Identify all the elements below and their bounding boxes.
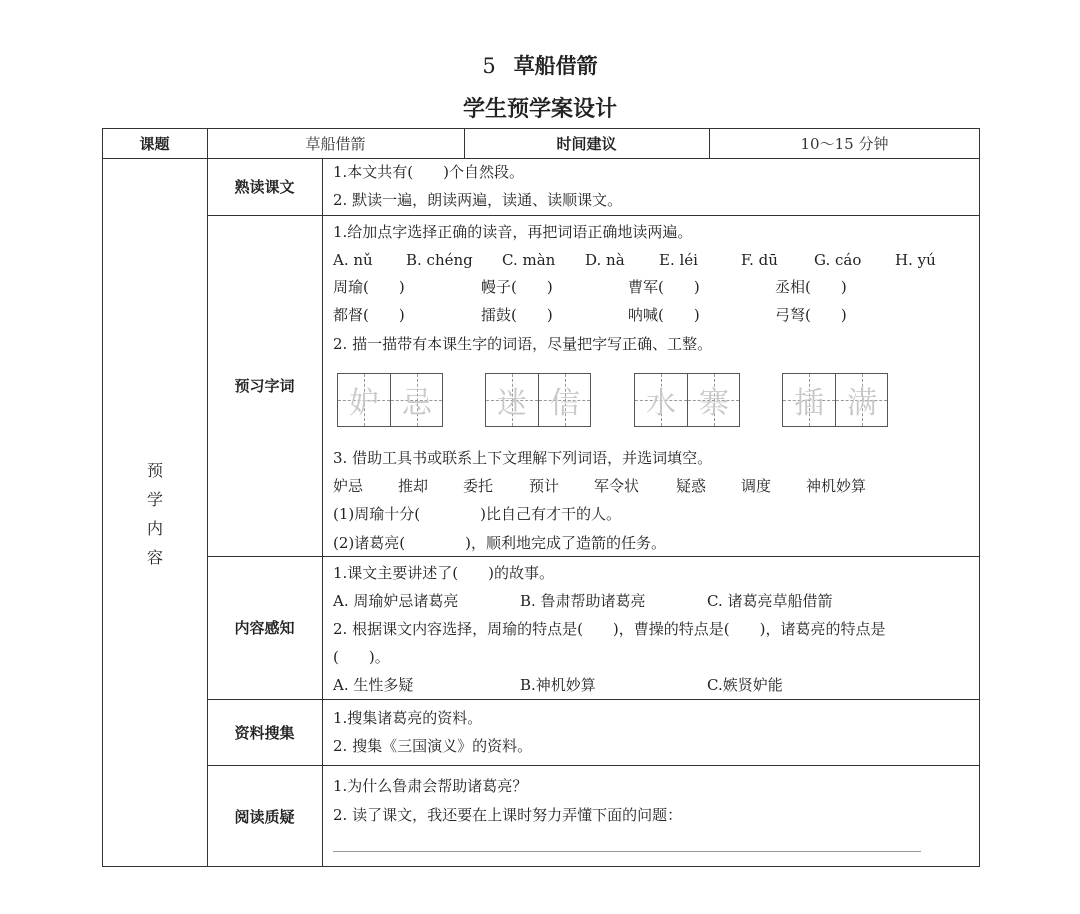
lesson-title	[0, 50, 1080, 80]
topic-label: 课题	[139, 135, 170, 153]
section-char: 容	[146, 548, 163, 567]
neirong-q2-option: A. 生性多疑	[333, 676, 414, 694]
shudu-line-2: 2. 默读一遍，朗读两遍，读通、读顺课文。	[333, 191, 623, 209]
yuxi-q2: 2. 描一描带有本课生字的词语，尽量把字写正确、工整。	[333, 335, 713, 353]
trace-char: 寨	[699, 386, 729, 421]
word-blank: 擂鼓( )	[481, 306, 553, 324]
table-rule	[207, 215, 980, 216]
word-blank: 丞相( )	[775, 278, 847, 296]
pinyin-option: A. nǔ	[333, 251, 373, 269]
word-blank: 幔子( )	[481, 278, 553, 296]
row-label-yuxi: 预习字词	[234, 377, 295, 395]
neirong-q2-option: C.嫉贤妒能	[707, 676, 783, 694]
row-label-shudu: 熟读课文	[234, 178, 295, 196]
vocab-word: 神机妙算	[806, 477, 867, 495]
neirong-q2-option: B.神机妙算	[520, 676, 596, 694]
neirong-q2-line2: ( )。	[333, 648, 390, 666]
tracing-grid-4[interactable]	[782, 373, 888, 427]
time-value: 10～15 分钟	[800, 135, 889, 153]
row-label-neirong: 内容感知	[234, 619, 295, 637]
time-label: 时间建议	[556, 135, 617, 153]
trace-char: 水	[646, 386, 676, 421]
trace-char: 信	[550, 386, 580, 421]
vocab-word: 调度	[741, 477, 772, 495]
tracing-grid-3[interactable]	[634, 373, 740, 427]
word-blank: 呐喊( )	[628, 306, 700, 324]
trace-char: 插	[794, 386, 824, 421]
section-char: 内	[146, 519, 163, 538]
yuedu-line-1: 1.为什么鲁肃会帮助诸葛亮？	[333, 777, 528, 795]
row-label-yuedu: 阅读质疑	[234, 807, 295, 826]
fill-in-2: (2)诸葛亮( )，顺利地完成了造箭的任务。	[333, 534, 666, 552]
lesson-title-text: 草船借箭	[513, 53, 598, 78]
ziliao-line-1: 1.搜集诸葛亮的资料。	[333, 709, 483, 727]
pinyin-option: E. léi	[659, 251, 698, 269]
trace-char: 满	[847, 386, 877, 421]
section-label-vertical	[102, 456, 208, 572]
neirong-q1: 1.课文主要讲述了( )的故事。	[333, 564, 555, 582]
neirong-q2-line1: 2. 根据课文内容选择，周瑜的特点是( )，曹操的特点是( )，诸葛亮的特点是	[333, 620, 886, 638]
vocab-word: 军令状	[594, 477, 640, 495]
yuedu-line-2: 2. 读了课文，我还要在上课时努力弄懂下面的问题：	[333, 806, 683, 824]
pinyin-option: G. cáo	[814, 251, 862, 269]
trace-char: 妒	[349, 386, 379, 421]
section-char: 学	[146, 490, 163, 509]
table-rule	[207, 699, 980, 700]
lesson-number: 5	[482, 54, 496, 78]
pinyin-option: D. nà	[585, 251, 625, 269]
table-rule	[207, 765, 980, 766]
vocab-word: 预计	[529, 477, 560, 495]
word-blank: 周瑜( )	[333, 278, 405, 296]
ziliao-line-2: 2. 搜集《三国演义》的资料。	[333, 737, 533, 755]
page-subtitle: 学生预学案设计	[462, 97, 617, 122]
trace-char: 忌	[402, 386, 432, 421]
section-char: 预	[146, 461, 163, 480]
neirong-q1-option: A. 周瑜妒忌诸葛亮	[333, 592, 459, 610]
yuxi-q3: 3. 借助工具书或联系上下文理解下列词语，并选词填空。	[333, 449, 713, 467]
vocab-word: 疑惑	[676, 477, 707, 495]
vocab-word: 妒忌	[333, 477, 364, 495]
word-blank: 曹军( )	[628, 278, 700, 296]
trace-char: 迷	[497, 386, 527, 421]
table-rule	[322, 158, 323, 867]
yuxi-q1: 1.给加点字选择正确的读音，再把词语正确地读两遍。	[333, 223, 693, 241]
table-rule	[207, 556, 980, 557]
word-blank: 弓弩( )	[775, 306, 847, 324]
neirong-q1-option: B. 鲁肃帮助诸葛亮	[520, 592, 646, 610]
neirong-q1-option: C. 诸葛亮草船借箭	[707, 592, 833, 610]
vocab-word: 推却	[398, 477, 429, 495]
tracing-grid-1[interactable]	[337, 373, 443, 427]
pinyin-option: H. yú	[895, 251, 936, 269]
word-blank: 都督( )	[333, 306, 405, 324]
pinyin-option: C. màn	[502, 251, 556, 269]
row-label-ziliao: 资料搜集	[234, 723, 295, 742]
answer-line[interactable]	[333, 851, 921, 852]
tracing-grid-2[interactable]	[485, 373, 591, 427]
shudu-line-1: 1.本文共有( )个自然段。	[333, 163, 525, 181]
vocab-word: 委托	[463, 477, 494, 495]
topic-value: 草船借箭	[305, 135, 366, 153]
pinyin-option: F. dū	[741, 251, 778, 269]
fill-in-1: (1)周瑜十分( )比自己有才干的人。	[333, 505, 621, 523]
pinyin-option: B. chéng	[406, 251, 473, 269]
